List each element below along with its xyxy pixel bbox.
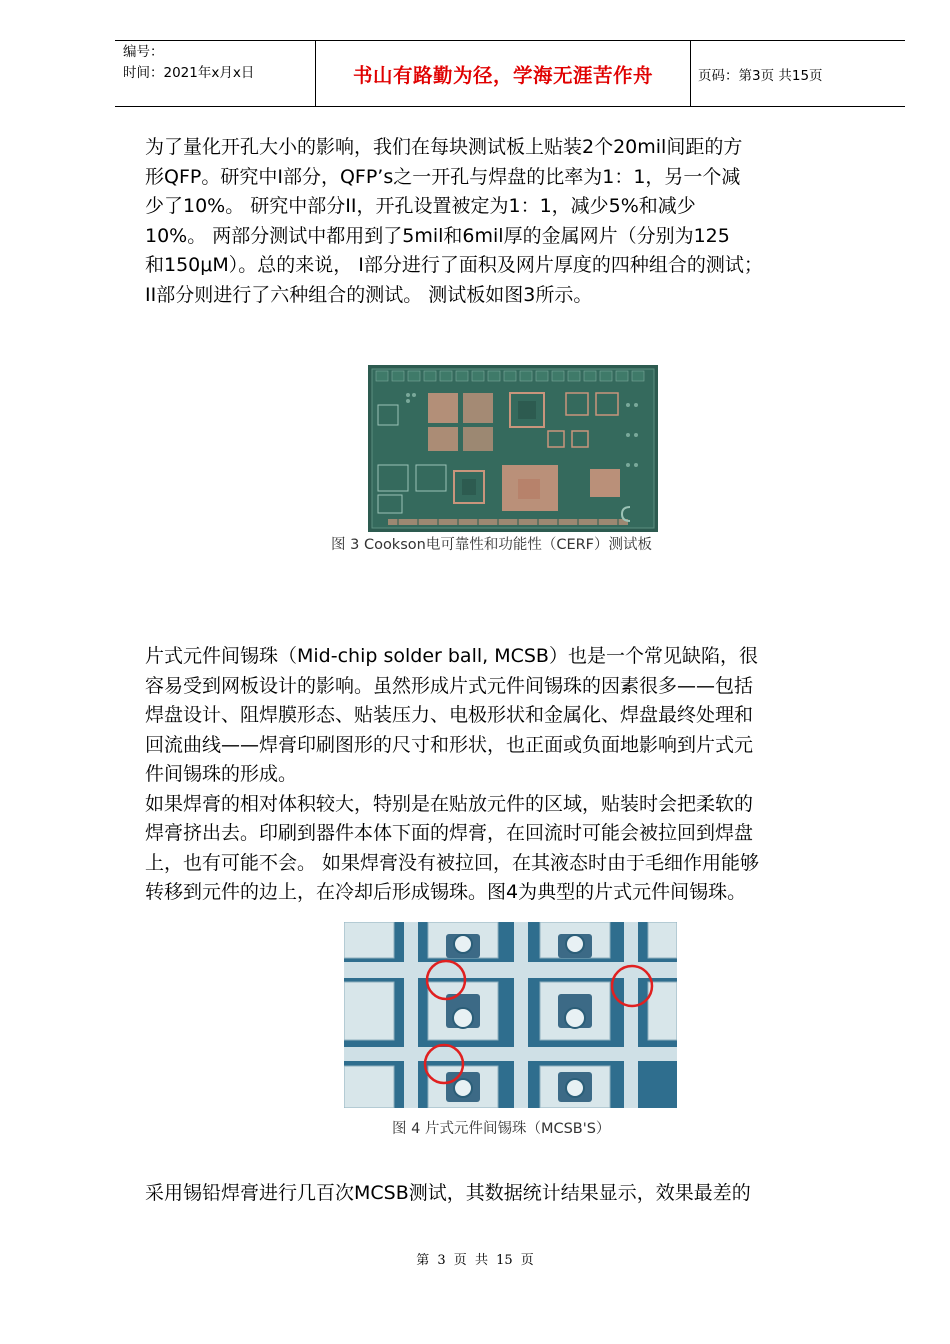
footer-gong: 共 — [474, 1253, 488, 1268]
text-line: 采用锡铅焊膏进行几百次MCSB测试，其数据统计结果显示，效果最差的 — [145, 1182, 751, 1204]
figure-3-test-board-image — [368, 365, 658, 532]
page-header — [115, 40, 905, 107]
footer-ye2: 页 — [520, 1253, 534, 1268]
paragraph-2 — [145, 642, 759, 908]
text-line: 焊膏挤出去。印刷到器件本体下面的焊膏，在回流时可能会被拉回到焊盘 — [145, 822, 754, 844]
header-meta — [123, 42, 254, 84]
figure-4-mcsb-photo — [344, 922, 677, 1108]
text-line: 少了10%。 研究中部分II，开孔设置被定为1：1，减少5%和减少 — [145, 195, 696, 217]
text-line: 转移到元件的边上，在冷却后形成锡珠。图4为典型的片式元件间锡珠。 — [145, 881, 747, 903]
text-line: 为了量化开孔大小的影响，我们在每块测试板上贴装2个20mil间距的方 — [145, 136, 743, 158]
text-line: II部分则进行了六种组合的测试。 测试板如图3所示。 — [145, 283, 593, 306]
footer-page-number: 3 — [437, 1253, 446, 1268]
text-line: 焊盘设计、阻焊膜形态、贴装压力、电极形状和金属化、焊盘最终处理和 — [145, 704, 754, 726]
header-number: 编号： — [123, 44, 164, 60]
footer-ye: 页 — [453, 1253, 467, 1268]
text-line: 形QFP。研究中I部分，QFP’s之一开孔与焊盘的比率为1：1，另一个减 — [145, 165, 741, 188]
figure-3-caption: 图 3 Cookson电可靠性和功能性（CERF）测试板 — [331, 537, 653, 553]
header-time: 时间：2021年x月x日 — [123, 65, 255, 81]
text-line: 上，也有可能不会。 如果焊膏没有被拉回，在其液态时由于毛细作用能够 — [145, 851, 760, 874]
footer-total-pages: 15 — [496, 1253, 513, 1268]
text-line: 和150μM）。总的来说， I部分进行了面积及网片厚度的四种组合的测试； — [145, 254, 763, 276]
text-line: 片式元件间锡珠（Mid-chip solder ball, MCSB）也是一个常见缺陷，很 — [145, 645, 758, 667]
paragraph-1 — [145, 133, 763, 310]
header-page: 页码：第3页 共15页 — [698, 67, 823, 84]
text-line: 10%。 两部分测试中都用到了5mil和6mil厚的金属网片（分别为125 — [145, 224, 730, 247]
text-line: 回流曲线——焊膏印刷图形的尺寸和形状，也正面或负面地影响到片式元 — [145, 733, 754, 756]
header-motto: 书山有路勤为径，学海无涯苦作舟 — [352, 63, 653, 87]
paragraph-3 — [145, 1179, 751, 1209]
page-footer — [0, 1249, 950, 1268]
header-divider — [690, 40, 691, 107]
text-line: 件间锡珠的形成。 — [145, 763, 298, 785]
text-line: 容易受到网板设计的影响。虽然形成片式元件间锡珠的因素很多——包括 — [145, 674, 754, 697]
text-line: 如果焊膏的相对体积较大，特别是在贴放元件的区域，贴装时会把柔软的 — [145, 792, 754, 815]
footer-di: 第 — [416, 1253, 430, 1268]
figure-4-caption: 图 4 片式元件间锡珠（MCSB'S） — [392, 1121, 611, 1137]
